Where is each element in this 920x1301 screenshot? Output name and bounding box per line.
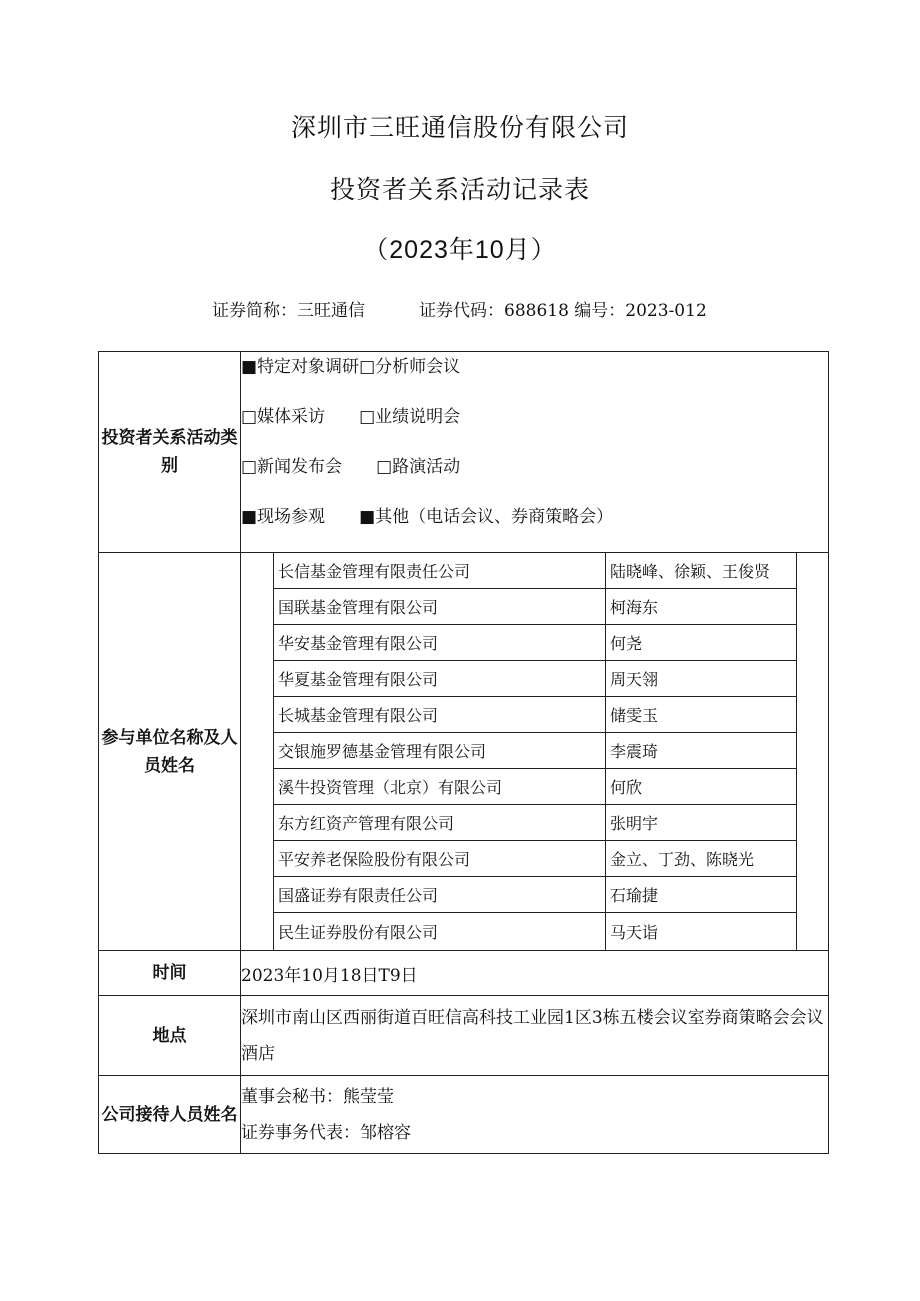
activity-option: □分析师会议 [359, 357, 461, 377]
participant-org: 平安养老保险股份有限公司 [274, 841, 606, 877]
location-value: 深圳市南山区西丽街道百旺信高科技工业园1区3栋五楼会议室券商策略会会议酒店 [241, 996, 829, 1076]
participant-org: 交银施罗德基金管理有限公司 [274, 733, 606, 769]
participant-people: 储雯玉 [606, 697, 797, 733]
participant-org: 长信基金管理有限责任公司 [274, 553, 606, 589]
table-row [274, 589, 797, 625]
participants-cell [241, 553, 829, 951]
table-row [274, 913, 797, 951]
participant-people: 张明宇 [606, 805, 797, 841]
participant-org: 民生证券股份有限公司 [274, 913, 606, 951]
activity-option: ■其他（电话会议、券商策略会） [359, 507, 614, 527]
participant-org: 国联基金管理有限公司 [274, 589, 606, 625]
reception-staff-item: 证券事务代表：邹榕容 [241, 1122, 411, 1143]
company-name: 深圳市三旺通信股份有限公司 [290, 113, 629, 142]
record-table [98, 351, 829, 1154]
report-period: （2023年10月） [363, 236, 557, 264]
activity-option: ■特定对象调研 [241, 357, 360, 377]
activity-type-label: 投资者关系活动类别 [99, 352, 241, 553]
activity-type-options [241, 352, 829, 553]
participant-org: 华安基金管理有限公司 [274, 625, 606, 661]
participant-people: 李震琦 [606, 733, 797, 769]
activity-option: □业绩说明会 [359, 407, 461, 427]
activity-option: □媒体采访 [241, 407, 326, 427]
activity-option-row [241, 352, 828, 402]
table-row [274, 625, 797, 661]
participant-people: 马天诣 [606, 913, 797, 951]
table-row [274, 877, 797, 913]
reception-staff-item: 董事会秘书：熊莹莹 [241, 1086, 394, 1107]
table-row [274, 697, 797, 733]
security-short-name: 证券简称：三旺通信 [212, 301, 365, 321]
reception-staff [241, 1076, 829, 1154]
activity-option-row [241, 452, 828, 502]
time-value: 2023年10月18日T9日 [241, 951, 829, 996]
document-title: 投资者关系活动记录表 [329, 175, 590, 204]
participant-org: 长城基金管理有限公司 [274, 697, 606, 733]
activity-option-row [241, 502, 828, 552]
participant-people: 何尧 [606, 625, 797, 661]
reception-label: 公司接待人员姓名 [99, 1076, 241, 1154]
table-row [274, 841, 797, 877]
activity-option: □路演活动 [376, 457, 461, 477]
location-label: 地点 [99, 996, 241, 1076]
table-row [274, 661, 797, 697]
participants-table [273, 553, 797, 950]
security-info [212, 296, 707, 321]
participant-org: 东方红资产管理有限公司 [274, 805, 606, 841]
participant-people: 金立、丁劲、陈晓光 [606, 841, 797, 877]
table-row [274, 805, 797, 841]
activity-option: □新闻发布会 [241, 457, 343, 477]
participant-people: 柯海东 [606, 589, 797, 625]
time-label: 时间 [99, 951, 241, 996]
activity-option: ■现场参观 [241, 507, 326, 527]
participant-org: 国盛证券有限责任公司 [274, 877, 606, 913]
security-code-and-number: 证券代码：688618 编号：2023-012 [419, 301, 707, 321]
table-row [274, 553, 797, 589]
table-row [274, 769, 797, 805]
participant-org: 溪牛投资管理（北京）有限公司 [274, 769, 606, 805]
table-row [274, 733, 797, 769]
activity-option-row [241, 402, 828, 452]
participant-people: 何欣 [606, 769, 797, 805]
participant-people: 石瑜捷 [606, 877, 797, 913]
participant-people: 周天翎 [606, 661, 797, 697]
participant-org: 华夏基金管理有限公司 [274, 661, 606, 697]
participants-label: 参与单位名称及人员姓名 [99, 553, 241, 951]
participant-people: 陆晓峰、徐颖、王俊贤 [606, 553, 797, 589]
